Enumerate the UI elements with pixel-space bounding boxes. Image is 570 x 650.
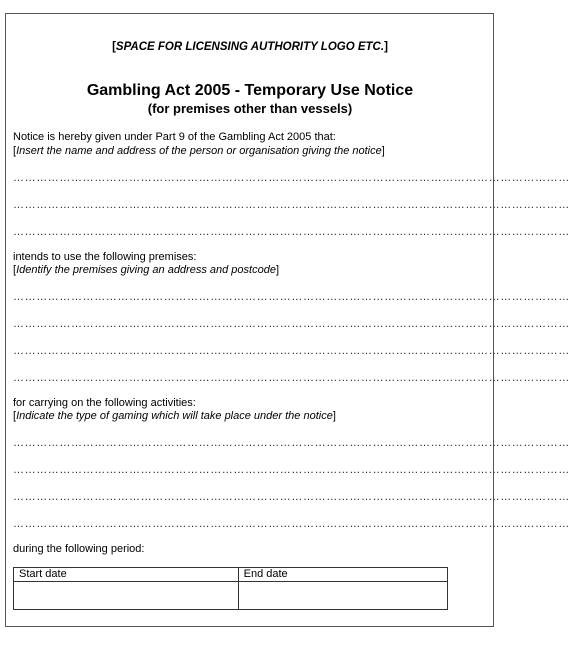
start-date-label: Start date (14, 568, 239, 582)
notifier-line-1[interactable]: ……………………………………………………………………………………………………………………………… (13, 172, 570, 184)
premises-line-4[interactable]: ……………………………………………………………………………………………………………………………… (13, 372, 570, 384)
premises-line-1[interactable]: ……………………………………………………………………………………………………………………………… (13, 291, 570, 303)
premises-line-3[interactable]: ……………………………………………………………………………………………………………………………… (13, 345, 570, 357)
notice-subtitle: (for premises other than vessels) (147, 101, 353, 116)
notice-title: Gambling Act 2005 - Temporary Use Notice (86, 82, 414, 99)
start-date-field[interactable] (14, 582, 239, 610)
premises-line-2[interactable]: ……………………………………………………………………………………………………………………………… (13, 318, 570, 330)
section4-intro: during the following period: (13, 543, 145, 555)
end-date-field[interactable] (238, 582, 447, 610)
activities-line-2[interactable]: ……………………………………………………………………………………………………………………………… (13, 464, 570, 476)
activities-line-1[interactable]: ……………………………………………………………………………………………………………………………… (13, 437, 570, 449)
section1-intro: Notice is hereby given under Part 9 of the Gambling Act 2005 that: (13, 131, 336, 143)
section2-intro: intends to use the following premises: (13, 251, 197, 263)
section2-instruction: [Identify the premises giving an address and postcode] (13, 264, 280, 276)
section3-instruction: [Indicate the type of gaming which will take place under the notice] (13, 410, 336, 422)
logo-placeholder: [SPACE FOR LICENSING AUTHORITY LOGO ETC.] (112, 41, 388, 53)
section1-instruction: [Insert the name and address of the person or organisation giving the notice] (13, 145, 385, 157)
notifier-line-3[interactable]: ……………………………………………………………………………………………………………………………… (13, 226, 570, 238)
end-date-label: End date (238, 568, 447, 582)
period-table (13, 567, 448, 610)
section3-intro: for carrying on the following activities: (13, 397, 196, 409)
activities-line-4[interactable]: ……………………………………………………………………………………………………………………………… (13, 518, 570, 530)
activities-line-3[interactable]: ……………………………………………………………………………………………………………………………… (13, 491, 570, 503)
notifier-line-2[interactable]: ……………………………………………………………………………………………………………………………… (13, 199, 570, 211)
